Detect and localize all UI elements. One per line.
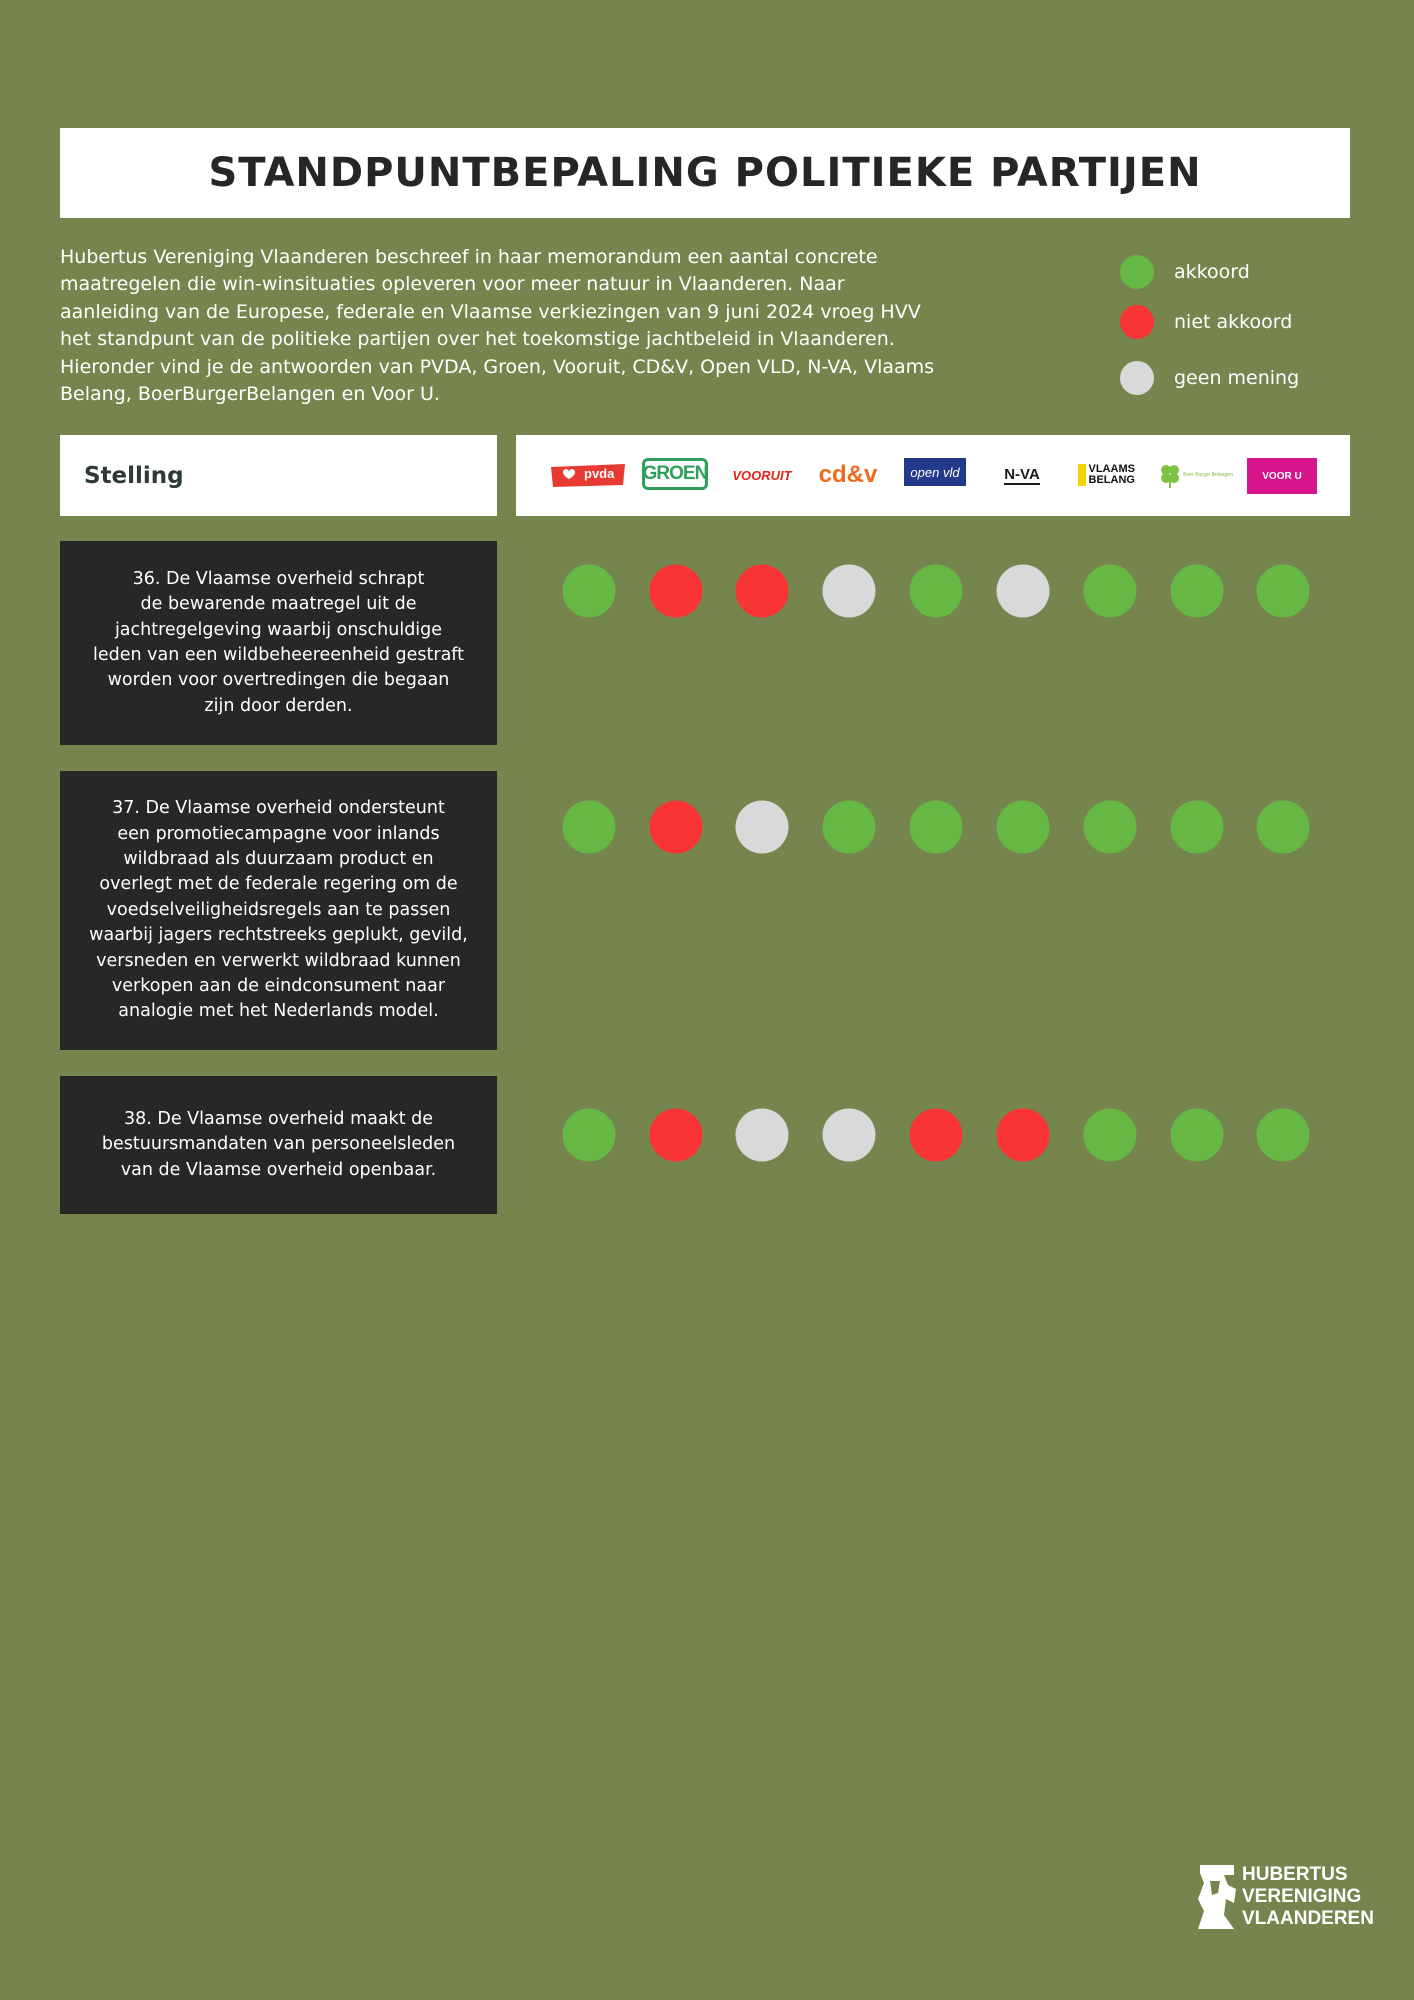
groen-logo-text: GROEN [642,463,708,484]
statement-line: zijn door derden. [204,695,353,716]
statement-36 [60,541,497,745]
legend-label: geen mening [1174,367,1300,389]
statement-line: 37. De Vlaamse overheid ondersteunt [112,798,445,819]
answer-dot-36-vlaams-belang [1084,565,1137,618]
answer-dot-36-n-va [997,565,1050,618]
cdv-logo-text: cd&v [818,461,878,488]
intro-line: Hieronder vind je de antwoorden van PVDA, Groen, Vooruit, CD&V, Open VLD, N-VA, Vlaams [60,355,935,378]
statement-line: voedselveiligheidsregels aan te passen [106,899,451,920]
statement-line: versneden en verwerkt wildbraad kunnen [96,950,461,971]
pvda-logo [549,458,627,492]
footer-logo-line: VLAANDEREN [1242,1908,1374,1929]
groen-logo [642,458,708,490]
green-dot-icon [1120,255,1154,289]
voor-u-logo [1247,458,1317,494]
hunter-silhouette-icon [1194,1863,1240,1933]
intro-line: maatregelen die win-winsituaties opleveren voor meer natuur in Vlaanderen. Naar [60,273,845,296]
intro-line: Belang, BoerBurgerBelangen en Voor U. [60,383,440,406]
statement-text [89,796,468,1025]
answer-dot-38-groen [650,1109,703,1162]
answer-dot-37-boerburgerbelangen [1171,801,1224,854]
cdv-logo [809,458,887,492]
statement-line: een promotiecampagne voor inlands [117,823,440,844]
vooruit-logo-text: VOORUIT [732,467,792,483]
statement-38 [60,1076,497,1214]
answer-dot-38-pvda [563,1109,616,1162]
answer-dot-36-open-vld [910,565,963,618]
intro-text [60,244,1010,408]
answer-dot-37-pvda [563,801,616,854]
grey-dot-icon [1120,361,1154,395]
pvda-logo-text: pvda [584,466,615,481]
statement-line: 36. De Vlaamse overheid schrapt [132,568,425,589]
page-title: STANDPUNTBEPALING POLITIEKE PARTIJEN [208,150,1202,196]
intro-line: aanleiding van de Europese, federale en Vlaamse verkiezingen van 9 juni 2024 vroeg HVV [60,300,921,323]
answer-dot-37-vlaams-belang [1084,801,1137,854]
answer-dot-36-groen [650,565,703,618]
clover-icon [1159,462,1181,488]
statement-text [102,1107,455,1183]
stelling-header-label: Stelling [84,462,184,489]
intro-line: Hubertus Vereniging Vlaanderen beschreef in haar memorandum een aantal concrete [60,246,878,268]
legend-item-akkoord [1120,255,1250,289]
hubertus-vereniging-logo [1194,1863,1374,1933]
footer-logo-line: HUBERTUS [1242,1864,1348,1885]
answer-dot-38-cdv [823,1109,876,1162]
red-dot-icon [1120,305,1154,339]
answer-dot-36-vooruit [736,565,789,618]
answer-dot-36-pvda [563,565,616,618]
answer-dot-38-n-va [997,1109,1050,1162]
statement-line: bestuursmandaten van personeelsleden [101,1134,456,1155]
legend-label: niet akkoord [1174,311,1293,333]
answer-dot-36-boerburgerbelangen [1171,565,1224,618]
statement-line: verkopen aan de eindconsument naar [111,976,446,997]
legend-item-geen-mening [1120,361,1299,395]
statement-line: jachtregelgeving waarbij onschuldige [114,619,443,640]
footer-logo-line: VERENIGING [1242,1886,1362,1907]
statement-line: de bewarende maatregel uit de [140,594,417,615]
answer-dot-37-n-va [997,801,1050,854]
boerburgerbelangen-logo [1157,458,1235,492]
vooruit-logo [723,458,801,492]
statement-line: overlegt met de federale regering om de [99,874,458,895]
statement-line: leden van een wildbeheereenheid gestraft [92,645,465,665]
vlaams-belang-logo [1070,458,1148,492]
open-vld-logo-text: open vld [910,464,960,480]
answer-dot-38-vlaams-belang [1084,1109,1137,1162]
answer-dot-38-voor-u [1257,1109,1310,1162]
voor-u-logo-text: VOOR U [1262,470,1302,482]
statement-line: waarbij jagers rechtstreeks geplukt, gevild, [89,925,468,946]
legend-label: akkoord [1174,261,1250,283]
answer-dot-37-vooruit [736,801,789,854]
vlaams-belang-logo-text: VLAAMS BELANG [1078,464,1141,486]
stelling-header [60,435,497,516]
statement-line: wildbraad als duurzaam product en [123,848,434,869]
statement-text [93,567,464,719]
statement-37 [60,771,497,1050]
open-vld-logo [904,458,966,486]
answer-dot-37-groen [650,801,703,854]
answer-dot-36-voor-u [1257,565,1310,618]
n-va-logo [983,458,1061,492]
party-logos-bar [516,435,1350,516]
boerburgerbelangen-logo-text: Boer Burger Belangen [1183,472,1233,478]
answer-dot-38-open-vld [910,1109,963,1162]
answer-dot-37-open-vld [910,801,963,854]
intro-line: het standpunt van de politieke partijen over het toekomstige jachtbeleid in Vlaanderen. [60,328,895,351]
legend-item-niet-akkoord [1120,305,1292,339]
statement-line: 38. De Vlaamse overheid maakt de [123,1108,433,1129]
title-banner [60,128,1350,218]
answer-dot-38-boerburgerbelangen [1171,1109,1224,1162]
answer-dot-37-voor-u [1257,801,1310,854]
statement-line: analogie met het Nederlands model. [118,1001,439,1022]
statement-line: van de Vlaamse overheid openbaar. [120,1159,437,1180]
statement-line: worden voor overtredingen die begaan [107,670,450,691]
n-va-logo-text: N-VA [1004,465,1040,483]
answer-dot-38-vooruit [736,1109,789,1162]
answer-dot-36-cdv [823,565,876,618]
answer-dot-37-cdv [823,801,876,854]
